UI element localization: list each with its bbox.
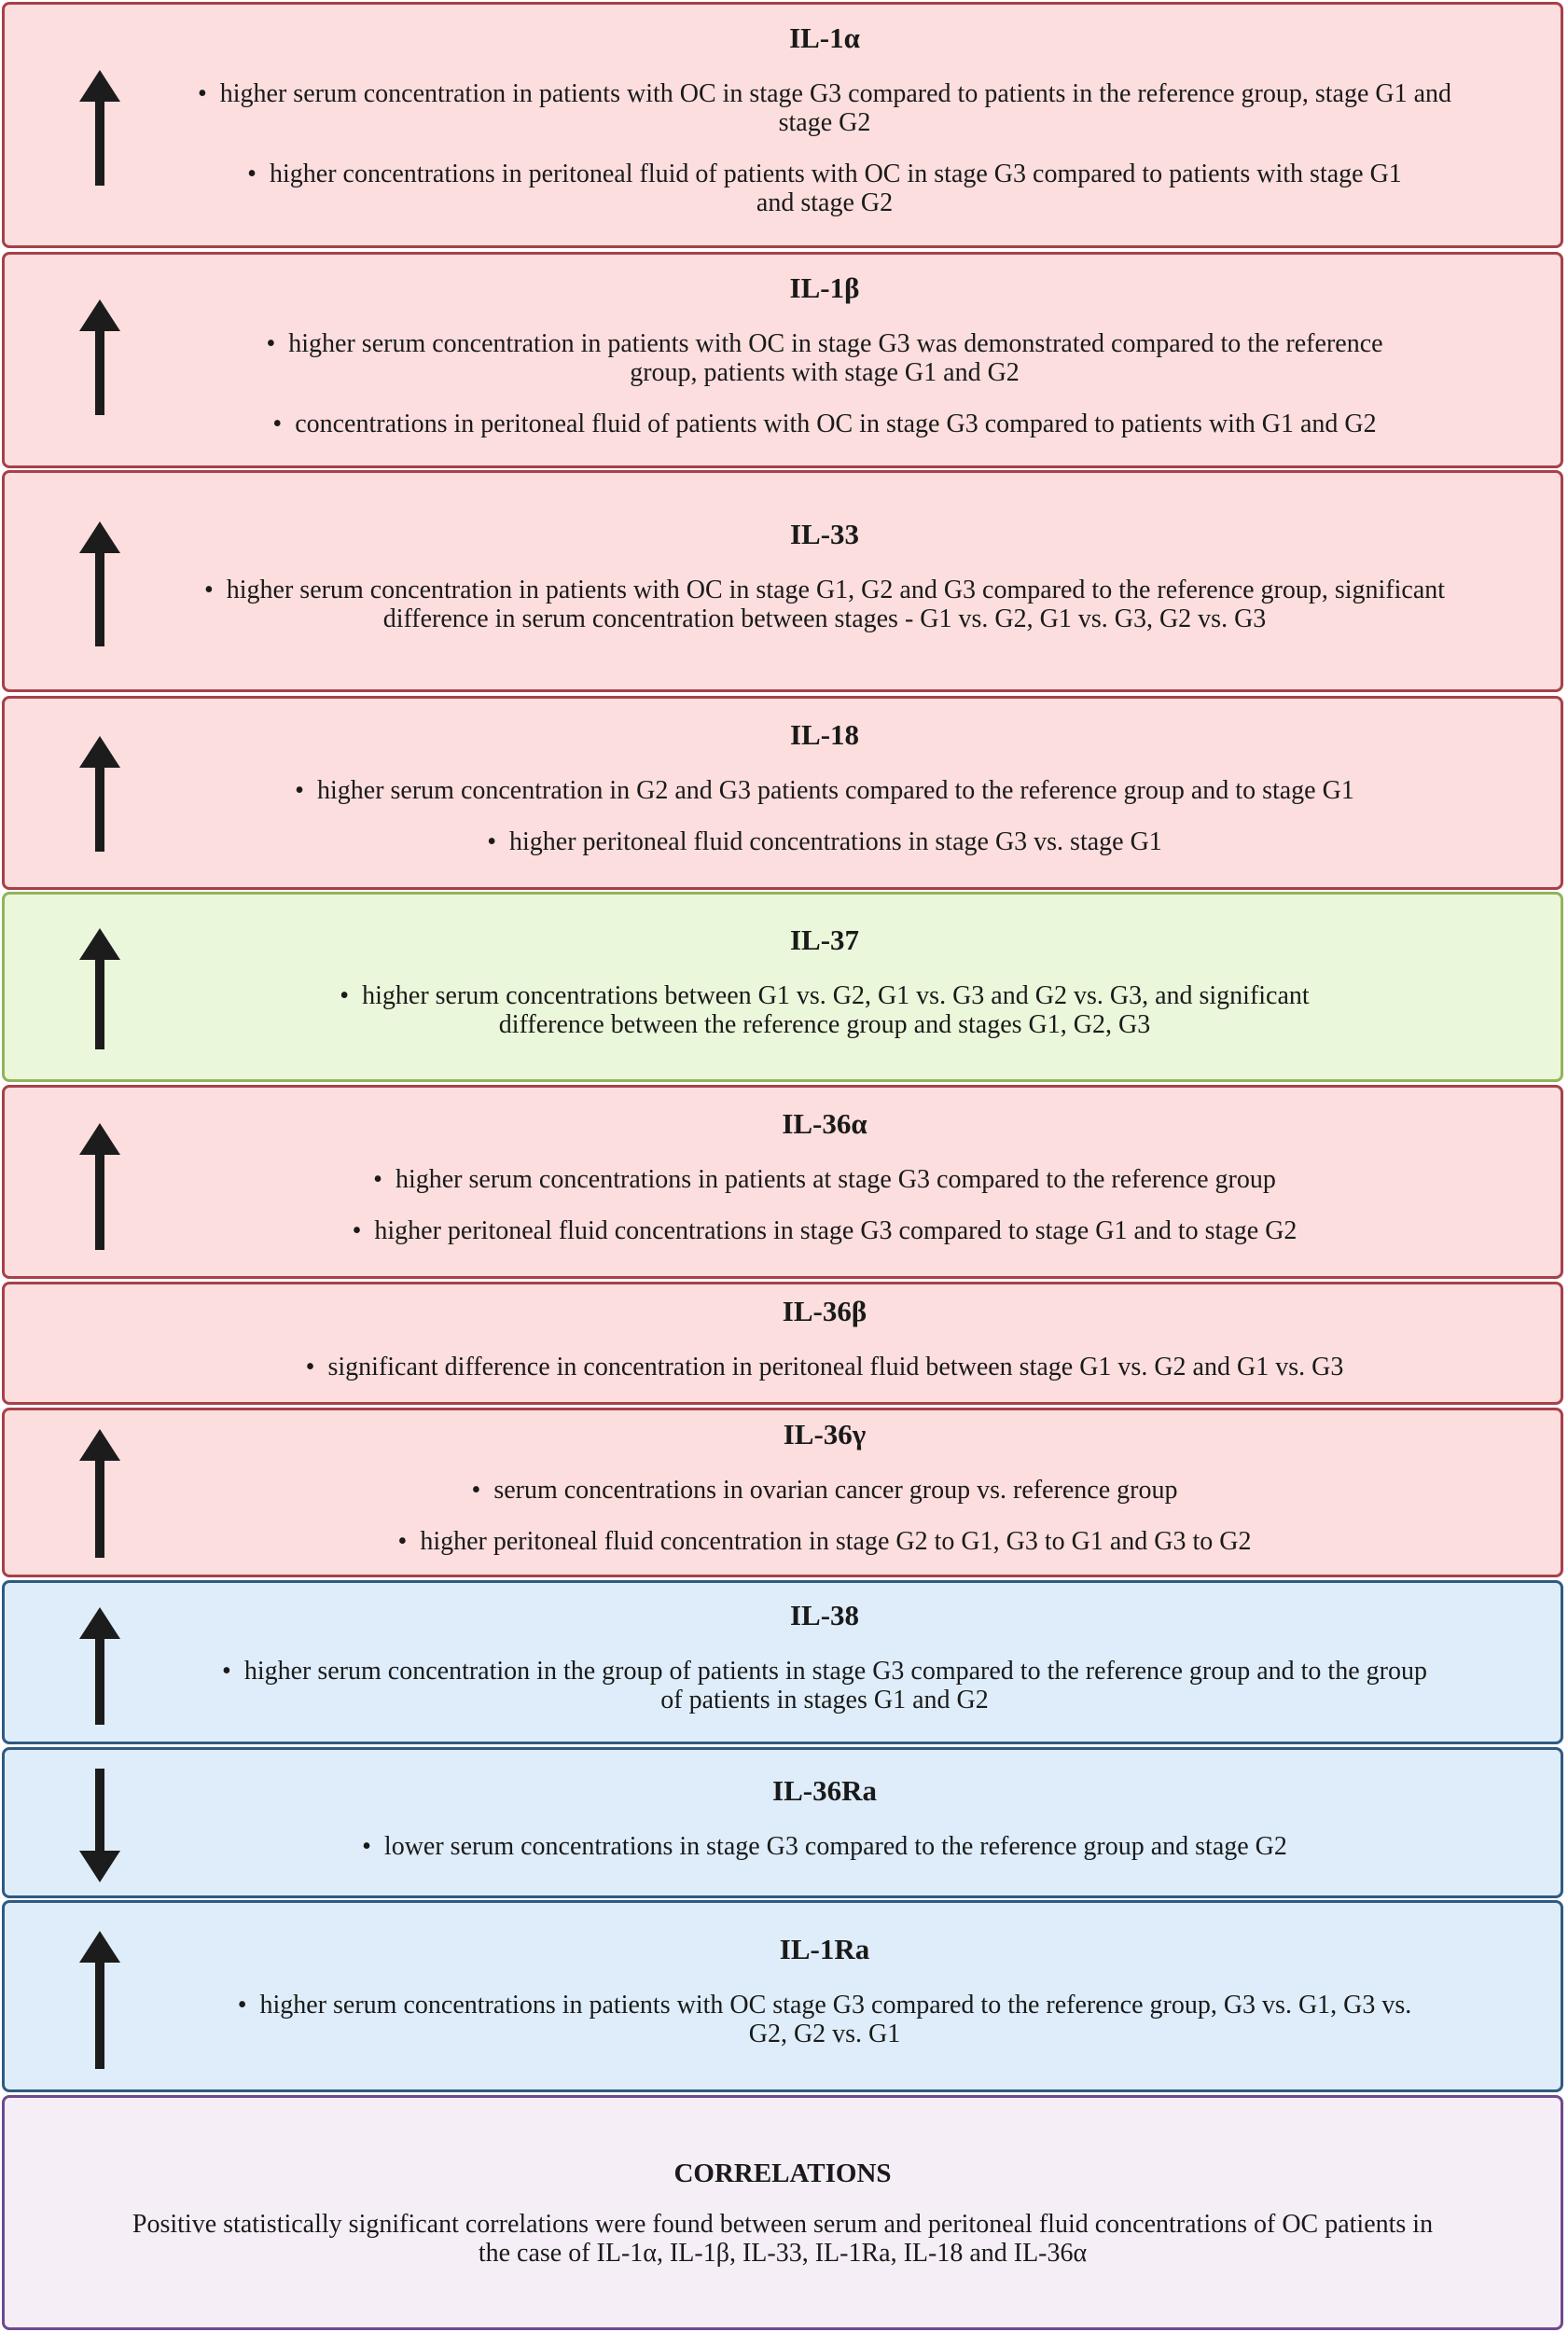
bullet-item: • higher serum concentration in patients with OC in stage G1, G2 and G3 compared to the reference group, significant difference in serum concentration between stages - G1 vs. G2, G1 vs. G3, G2 vs. G3	[162, 576, 1487, 633]
panel-content	[145, 1750, 1505, 1895]
bullet-item: • significant difference in concentration in peritoneal fluid between stage G1 vs. G2 and G1 vs. G3	[306, 1353, 1344, 1381]
panel-correlations	[2, 2095, 1563, 2330]
bullet-item: • higher serum concentration in the group of patients in stage G3 compared to the reference group and to the group of patients in stages G1 and G2	[209, 1657, 1440, 1714]
bullet-item: • higher serum concentrations in patients with OC stage G3 compared to the reference group, G3 vs. G1, G3 vs. G2, G2 vs. G1	[237, 1991, 1412, 2048]
panel-content	[145, 1284, 1505, 1402]
bullet-item: • higher concentrations in peritoneal fluid of patients with OC in stage G3 compared to patients with stage G1 and stage G2	[228, 160, 1422, 217]
panel-content	[145, 699, 1505, 887]
panel-il-33	[2, 470, 1563, 692]
arrow-up-icon	[77, 1123, 122, 1250]
panel-il-18	[2, 696, 1563, 890]
panel-title: IL-36β	[782, 1294, 867, 1327]
panel-il-36b	[2, 1282, 1563, 1405]
arrow-up-icon	[77, 1931, 122, 2069]
bullet-item: • lower serum concentrations in stage G3 compared to the reference group and stage G2	[362, 1832, 1287, 1861]
arrow-up-icon	[77, 928, 122, 1049]
panel-content	[145, 1410, 1505, 1575]
panel-content	[145, 473, 1505, 689]
bullet-item: • higher serum concentrations between G1 vs. G2, G1 vs. G3 and G2 vs. G3, and significant difference between the reference group and stages G1, G2, G3	[321, 981, 1328, 1039]
arrow-down-icon	[77, 1769, 122, 1882]
panel-content	[145, 5, 1505, 245]
arrow-up-icon	[77, 736, 122, 852]
panel-content	[117, 2098, 1449, 2327]
panel-il-36ra	[2, 1747, 1563, 1898]
bullet-item: • higher peritoneal fluid concentrations in stage G3 compared to stage G1 and to stage G2	[353, 1216, 1297, 1245]
panel-title: IL-1α	[789, 21, 860, 54]
arrow-up-icon	[77, 70, 122, 186]
arrow-up-icon	[77, 299, 122, 415]
panel-content	[145, 1903, 1505, 2089]
bullet-item: • serum concentrations in ovarian cancer group vs. reference group	[472, 1476, 1178, 1505]
bullet-item: • higher peritoneal fluid concentration in stage G2 to G1, G3 to G1 and G3 to G2	[398, 1527, 1252, 1556]
panel-content	[145, 1088, 1505, 1276]
panel-title: IL-36α	[782, 1107, 867, 1140]
arrow-up-icon	[77, 521, 122, 646]
bullet-item: • higher peritoneal fluid concentrations in stage G3 vs. stage G1	[487, 827, 1162, 856]
bullet-item: • higher serum concentration in G2 and G3 patients compared to the reference group and to stage G1	[295, 776, 1354, 805]
panel-title: IL-36γ	[783, 1418, 867, 1451]
panel-content	[145, 1583, 1505, 1742]
bullet-item: • higher serum concentration in patients with OC in stage G3 compared to patients in the reference group, stage G1 and stage G2	[181, 79, 1468, 137]
panel-il-36a	[2, 1085, 1563, 1279]
panel-il-37	[2, 892, 1563, 1082]
panel-il-1a	[2, 2, 1563, 248]
panel-content	[145, 895, 1505, 1079]
correlations-title: CORRELATIONS	[673, 2158, 892, 2188]
panel-il-1b	[2, 252, 1563, 468]
arrow-up-icon	[77, 1429, 122, 1558]
bullet-item: • higher serum concentrations in patients at stage G3 compared to the reference group	[373, 1165, 1276, 1194]
panel-title: IL-1β	[789, 271, 860, 304]
arrow-up-icon	[77, 1607, 122, 1725]
panel-title: IL-33	[789, 518, 860, 550]
panel-title: IL-1Ra	[779, 1933, 870, 1965]
bullet-item: • concentrations in peritoneal fluid of patients with OC in stage G3 compared to patients with G1 and G2	[272, 409, 1376, 438]
panel-title: IL-38	[789, 1599, 860, 1631]
panel-title: IL-36Ra	[772, 1773, 877, 1807]
bullet-item: • higher serum concentration in patients with OC in stage G3 was demonstrated compared to the reference group, patients with stage G1 and G2	[265, 329, 1384, 387]
panel-il-1ra	[2, 1900, 1563, 2092]
panel-title: IL-37	[789, 923, 860, 956]
panel-title: IL-18	[789, 718, 860, 751]
panel-il-38	[2, 1580, 1563, 1744]
panel-il-36g	[2, 1408, 1563, 1577]
correlations-text: Positive statistically significant correlations were found between serum and peritoneal fluid concentrations of OC patients in the case of IL-1α, IL-1β, IL-33, IL-1Ra, IL-18 and IL-36α	[132, 2209, 1434, 2268]
panel-content	[145, 255, 1505, 465]
